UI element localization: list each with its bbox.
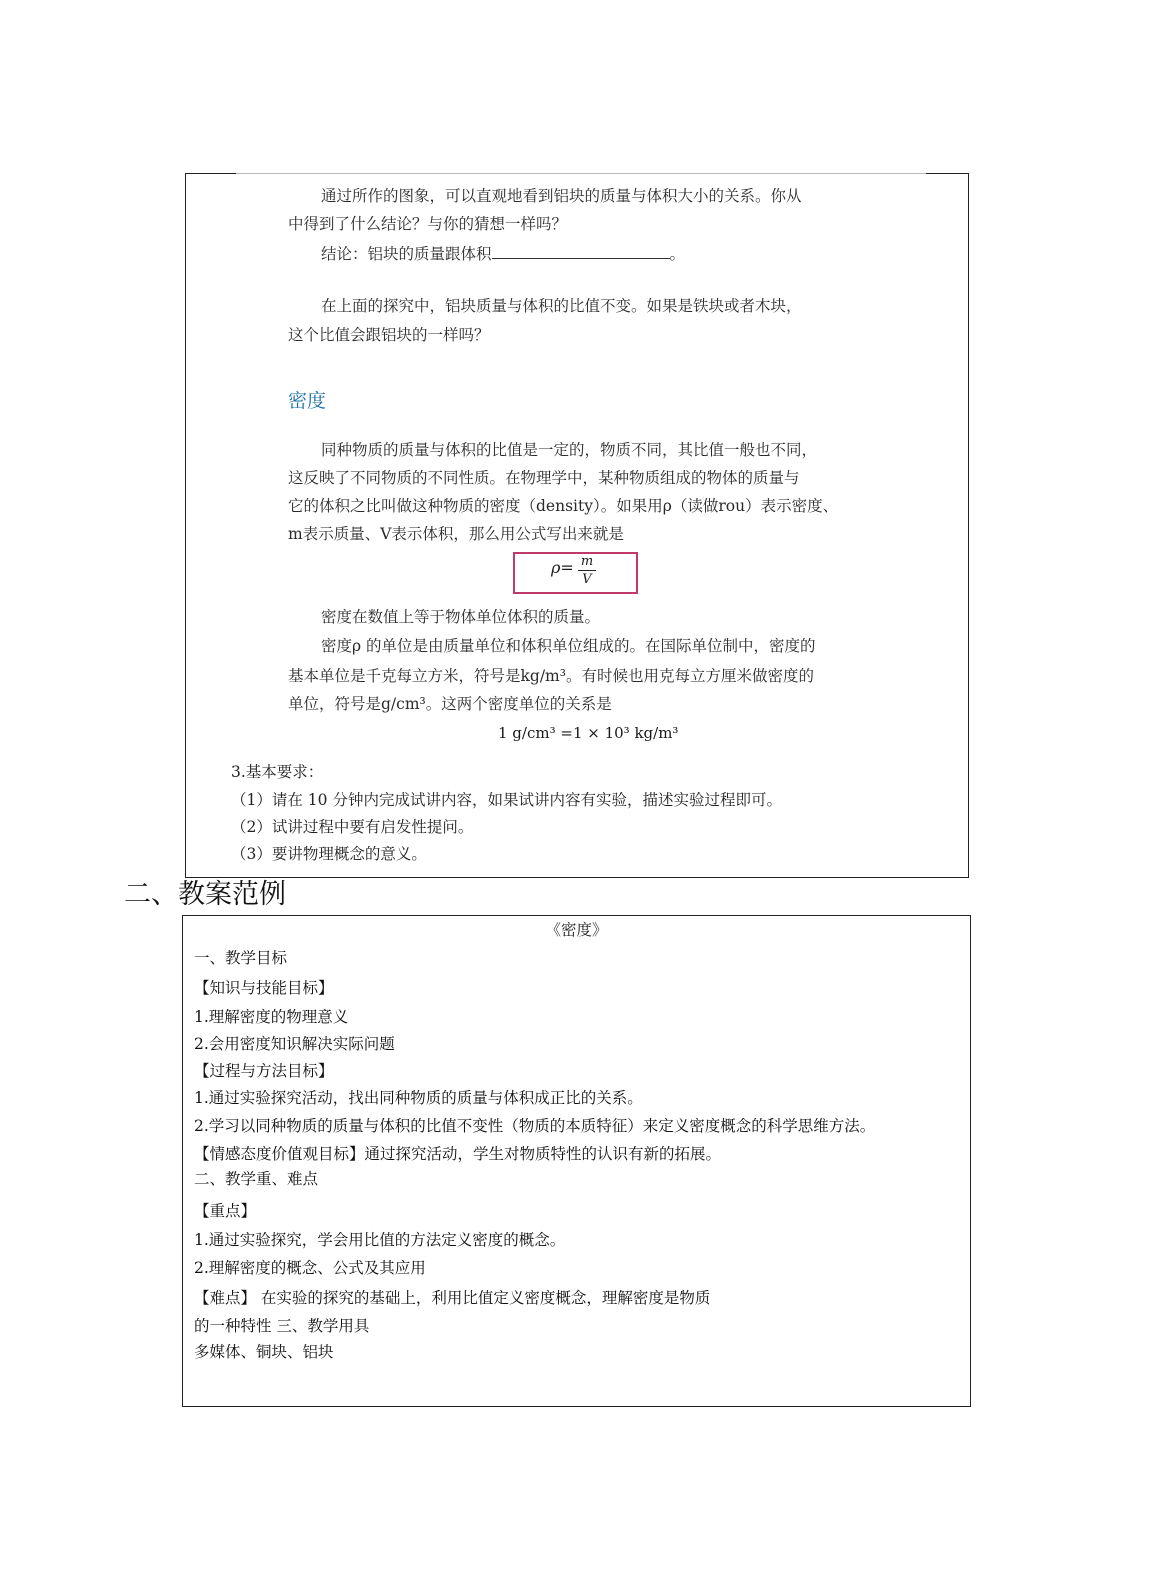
textbook-line: 这个比值会跟铝块的一样吗？ — [288, 326, 490, 344]
textbook-line: 密度在数值上等于物体单位体积的质量。 — [321, 608, 601, 626]
textbook-line: 在上面的探究中，铝块质量与体积的比值不变。如果是铁块或者木块， — [321, 297, 802, 315]
lesson-line: 一、教学目标 — [194, 949, 288, 967]
requirement-item: （1）请在 10 分钟内完成试讲内容，如果试讲内容有实验，描述实验过程即可。 — [231, 791, 782, 809]
lesson-plan-box — [182, 915, 971, 1407]
lesson-line: 【难点】 在实验的探究的基础上，利用比值定义密度概念，理解密度是物质 — [194, 1289, 711, 1307]
textbook-line: 它的体积之比叫做这种物质的密度（density）。如果用ρ（读做rou）表示密度、 — [288, 497, 839, 515]
lesson-line: 【重点】 — [194, 1202, 257, 1220]
textbook-excerpt-box — [185, 173, 969, 878]
formula-fraction — [578, 553, 596, 588]
textbook-line: 通过所作的图象，可以直观地看到铝块的质量与体积大小的关系。你从 — [321, 187, 802, 205]
section-heading-density: 密度 — [288, 390, 327, 412]
lesson-line: 1.理解密度的物理意义 — [194, 1008, 349, 1026]
lesson-title: 《密度》 — [545, 921, 608, 939]
lesson-line: 2.学习以同种物质的质量与体积的比值不变性（物质的本质特征）来定义密度概念的科学思维方法。 — [194, 1117, 876, 1135]
answer-blank — [492, 244, 670, 259]
textbook-line: 基本单位是千克每立方米，符号是kg/m³。有时候也用克每立方厘米做密度的 — [288, 667, 814, 685]
requirement-item: （3）要讲物理概念的意义。 — [231, 845, 427, 863]
requirement-item: （2）试讲过程中要有启发性提问。 — [231, 818, 474, 836]
textbook-line: 这反映了不同物质的不同性质。在物理学中，某种物质组成的物体的质量与 — [288, 469, 800, 487]
lesson-line: 2.理解密度的概念、公式及其应用 — [194, 1259, 426, 1277]
formula-denominator: V — [582, 572, 592, 587]
textbook-line: 同种物质的质量与体积的比值是一定的，物质不同，其比值一般也不同， — [321, 441, 818, 459]
conclusion-line — [321, 244, 685, 264]
formula-numerator: m — [578, 553, 596, 571]
textbook-line: 密度ρ 的单位是由质量单位和体积单位组成的。在国际单位制中，密度的 — [321, 637, 816, 655]
requirements-title: 3.基本要求： — [231, 763, 324, 781]
lesson-line: 【情感态度价值观目标】通过探究活动，学生对物质特性的认识有新的拓展。 — [194, 1145, 722, 1163]
lesson-line: 2.会用密度知识解决实际问题 — [194, 1035, 395, 1053]
conclusion-suffix: 。 — [669, 245, 686, 263]
scan-edge-line — [236, 173, 926, 174]
lesson-line: 的一种特性 三、教学用具 — [194, 1317, 370, 1335]
section-title: 二、教案范例 — [124, 879, 286, 910]
lesson-line: 1.通过实验探究活动，找出同种物质的质量与体积成正比的关系。 — [194, 1089, 643, 1107]
formula-lhs: ρ= — [551, 558, 574, 577]
textbook-line: 单位，符号是g/cm³。这两个密度单位的关系是 — [288, 695, 612, 713]
lesson-line: 【知识与技能目标】 — [194, 979, 334, 997]
lesson-line: 多媒体、铜块、铝块 — [194, 1343, 334, 1361]
lesson-line: 【过程与方法目标】 — [194, 1062, 334, 1080]
lesson-line: 二、教学重、难点 — [194, 1170, 319, 1188]
density-formula-box — [513, 552, 638, 594]
unit-relation: 1 g/cm³ =1 × 10³ kg/m³ — [498, 724, 679, 742]
textbook-line: m表示质量、V表示体积，那么用公式写出来就是 — [288, 525, 624, 543]
textbook-line: 中得到了什么结论？与你的猜想一样吗？ — [288, 215, 568, 233]
conclusion-prefix: 结论：铝块的质量跟体积 — [321, 245, 492, 263]
lesson-line: 1.通过实验探究，学会用比值的方法定义密度的概念。 — [194, 1231, 566, 1249]
